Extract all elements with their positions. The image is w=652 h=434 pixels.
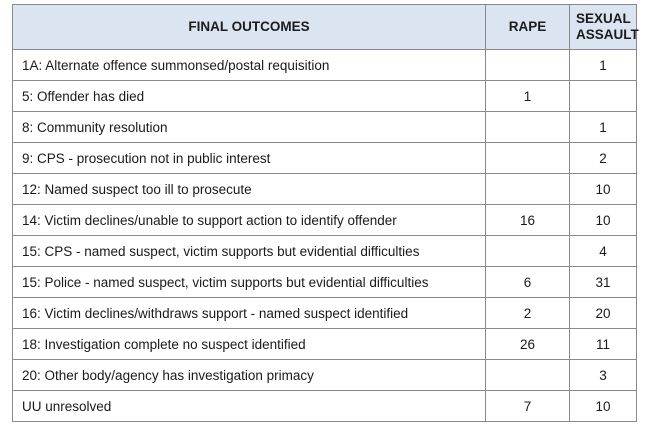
outcome-label: UU unresolved	[13, 391, 486, 422]
rape-count	[486, 143, 570, 174]
outcome-label: 15: Police - named suspect, victim supports but evidential difficulties	[13, 267, 486, 298]
table-row	[13, 174, 637, 205]
sexual-assault-count: 3	[570, 360, 637, 391]
sexual-assault-count: 31	[570, 267, 637, 298]
sexual-assault-count: 11	[570, 329, 637, 360]
outcome-label: 8: Community resolution	[13, 112, 486, 143]
table-row	[13, 143, 637, 174]
table-header	[13, 5, 637, 50]
sexual-assault-count: 1	[570, 50, 637, 81]
table-row	[13, 236, 637, 267]
outcome-label: 16: Victim declines/withdraws support - named suspect identified	[13, 298, 486, 329]
outcome-label: 15: CPS - named suspect, victim supports but evidential difficulties	[13, 236, 486, 267]
table-row	[13, 267, 637, 298]
header-row	[13, 5, 637, 50]
table-body	[13, 50, 637, 422]
sexual-assault-count: 2	[570, 143, 637, 174]
sexual-assault-count: 20	[570, 298, 637, 329]
outcome-label: 12: Named suspect too ill to prosecute	[13, 174, 486, 205]
rape-count	[486, 50, 570, 81]
table-row	[13, 391, 637, 422]
header-sexual-assault-line1: SEXUAL	[576, 11, 631, 26]
table-row	[13, 360, 637, 391]
table-row	[13, 205, 637, 236]
rape-count	[486, 174, 570, 205]
outcome-label: 18: Investigation complete no suspect identified	[13, 329, 486, 360]
final-outcomes-table	[12, 4, 637, 422]
rape-count	[486, 112, 570, 143]
sexual-assault-count: 10	[570, 174, 637, 205]
table-row	[13, 81, 637, 112]
outcome-label: 20: Other body/agency has investigation primacy	[13, 360, 486, 391]
header-final-outcomes: FINAL OUTCOMES	[13, 5, 486, 50]
rape-count: 7	[486, 391, 570, 422]
sexual-assault-count: 4	[570, 236, 637, 267]
rape-count: 26	[486, 329, 570, 360]
outcome-label: 5: Offender has died	[13, 81, 486, 112]
table-row	[13, 50, 637, 81]
rape-count: 6	[486, 267, 570, 298]
outcome-label: 9: CPS - prosecution not in public interest	[13, 143, 486, 174]
rape-count: 2	[486, 298, 570, 329]
table-row	[13, 112, 637, 143]
rape-count	[486, 236, 570, 267]
rape-count: 1	[486, 81, 570, 112]
sexual-assault-count: 10	[570, 391, 637, 422]
header-rape: RAPE	[486, 5, 570, 50]
outcome-label: 1A: Alternate offence summonsed/postal requisition	[13, 50, 486, 81]
table-row	[13, 298, 637, 329]
rape-count: 16	[486, 205, 570, 236]
header-sexual-assault	[570, 5, 637, 50]
sexual-assault-count: 10	[570, 205, 637, 236]
sexual-assault-count: 1	[570, 112, 637, 143]
sexual-assault-count	[570, 81, 637, 112]
header-sexual-assault-line2: ASSAULT	[576, 27, 639, 42]
rape-count	[486, 360, 570, 391]
table-row	[13, 329, 637, 360]
outcome-label: 14: Victim declines/unable to support action to identify offender	[13, 205, 486, 236]
